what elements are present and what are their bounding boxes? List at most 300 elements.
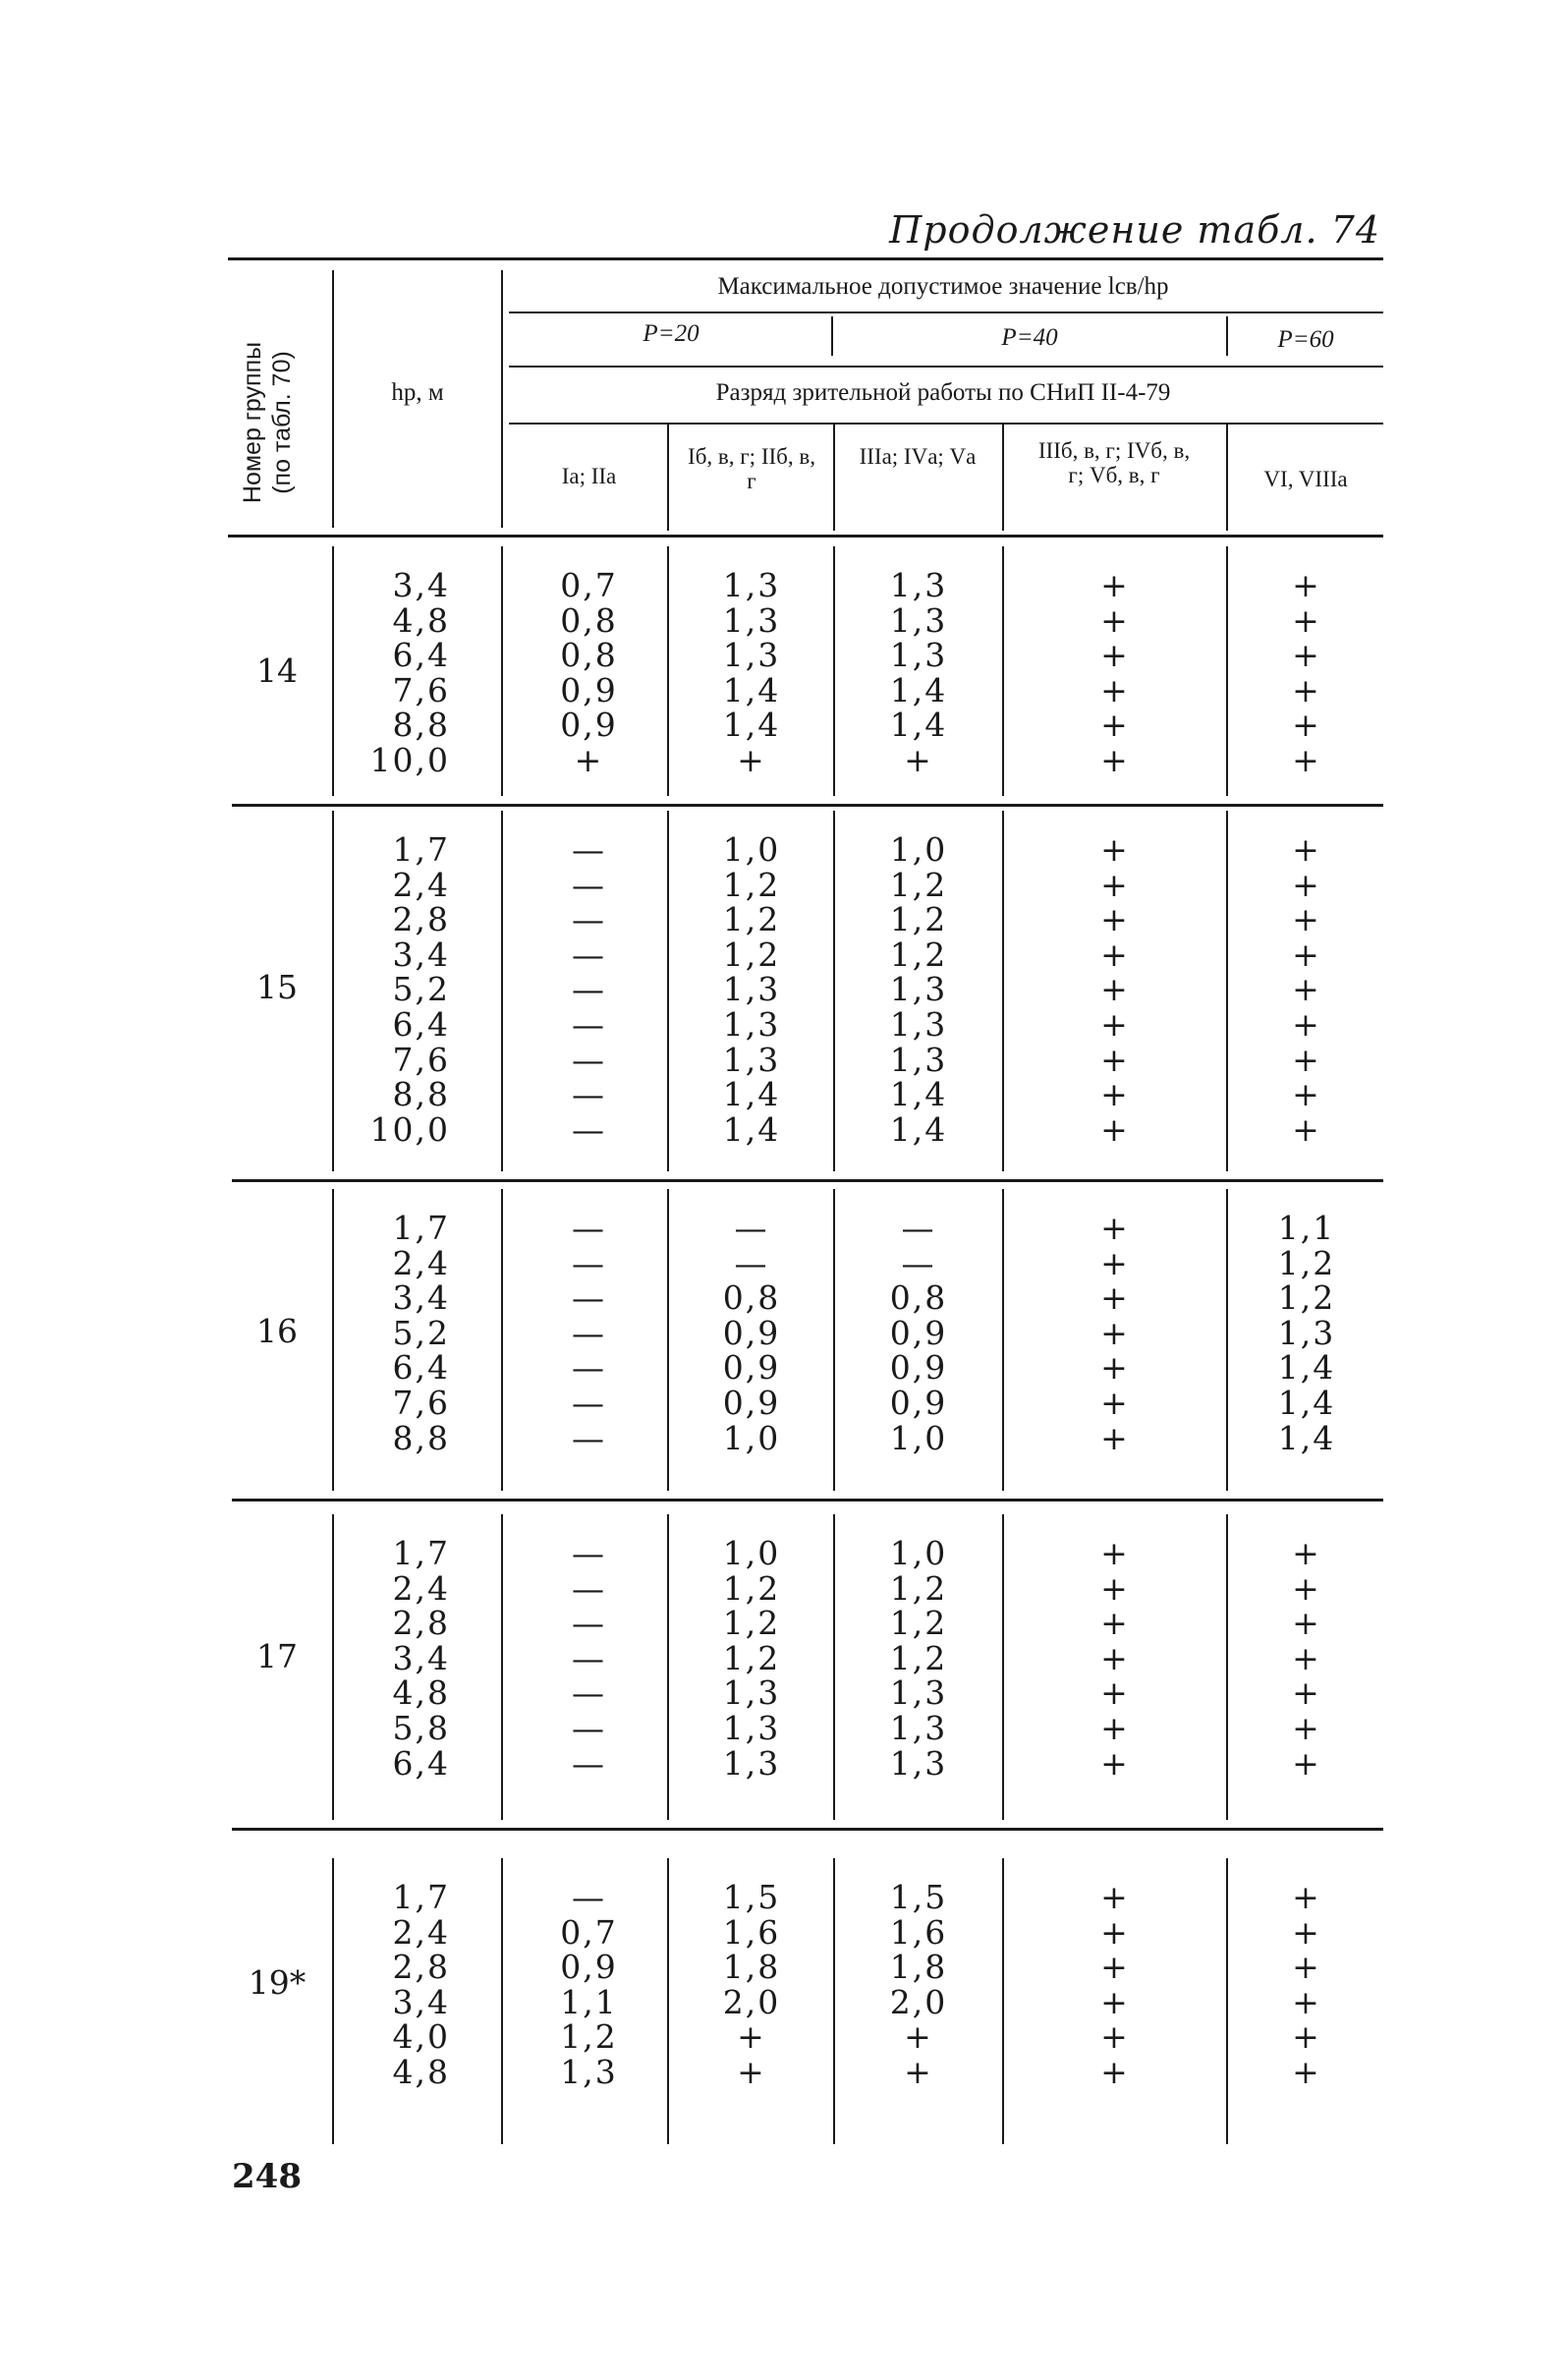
table-cell: — bbox=[734, 1243, 769, 1282]
table-cell: 2,8 bbox=[392, 900, 450, 939]
group-divider bbox=[332, 546, 334, 796]
table-cell: 0,8 bbox=[560, 636, 618, 675]
table-cell: 2,8 bbox=[392, 1948, 450, 1987]
table-cell: — bbox=[572, 865, 606, 904]
table-cell: + bbox=[1100, 1568, 1130, 1608]
group-divider bbox=[1226, 1189, 1228, 1491]
table-cell: 1,0 bbox=[889, 1418, 948, 1457]
table-cell: — bbox=[572, 1004, 606, 1044]
table-cell: 3,4 bbox=[392, 1638, 450, 1677]
table-cell: 1,4 bbox=[1277, 1348, 1336, 1388]
table-cell: — bbox=[572, 970, 606, 1009]
table-cell: 1,1 bbox=[560, 1982, 618, 2021]
group-divider bbox=[501, 811, 503, 1171]
subcol-header-4: IIIб, в, г; IVб, в, г; Vб, в, г bbox=[1037, 438, 1191, 487]
table-cell: 1,2 bbox=[722, 1638, 781, 1677]
table-cell: 3,4 bbox=[392, 1278, 450, 1318]
table-cell: + bbox=[1100, 1383, 1130, 1422]
p60-header: P=60 bbox=[1277, 326, 1334, 353]
p40-header: P=40 bbox=[1001, 324, 1058, 351]
table-cell: + bbox=[1292, 1568, 1321, 1608]
table-cell: — bbox=[572, 1534, 606, 1572]
table-cell: 8,8 bbox=[392, 1418, 450, 1457]
table-cell: 1,4 bbox=[722, 1075, 781, 1114]
column-c4 bbox=[1032, 832, 1199, 1147]
table-cell: + bbox=[1100, 935, 1130, 974]
table-cell: 1,5 bbox=[889, 1878, 948, 1916]
table-cell: — bbox=[572, 935, 606, 974]
table-cell: + bbox=[1100, 1313, 1130, 1352]
table-cell: + bbox=[1292, 1878, 1321, 1916]
table-cell: — bbox=[901, 1243, 936, 1282]
table-cell: + bbox=[1100, 1673, 1130, 1713]
table-cell: 1,3 bbox=[889, 1673, 948, 1713]
table-cell: 0,9 bbox=[560, 670, 618, 709]
group-divider bbox=[667, 1189, 669, 1491]
subcol-header-1: Iа; IIа bbox=[561, 464, 617, 488]
header-bottom-rule bbox=[228, 535, 1383, 538]
table-cell: — bbox=[572, 1313, 606, 1352]
table-cell: 1,2 bbox=[889, 865, 948, 904]
group-divider bbox=[833, 1858, 835, 2144]
table-cell: 2,8 bbox=[392, 1604, 450, 1643]
table-cell: 1,5 bbox=[722, 1878, 781, 1916]
table-cell: 5,2 bbox=[392, 970, 450, 1009]
column-c2 bbox=[678, 1211, 825, 1455]
group-number-header bbox=[238, 342, 297, 503]
table-cell: 1,3 bbox=[722, 970, 781, 1009]
table-cell: — bbox=[572, 1383, 606, 1422]
table-cell: 1,1 bbox=[1277, 1209, 1336, 1247]
table-cell: 7,6 bbox=[392, 1040, 450, 1079]
table-cell: 1,3 bbox=[889, 600, 948, 640]
table-cell: — bbox=[572, 1878, 606, 1916]
table-cell: 1,4 bbox=[722, 670, 781, 709]
table-cell: + bbox=[737, 2052, 766, 2091]
table-cell: — bbox=[572, 1568, 606, 1608]
table-cell: + bbox=[1292, 970, 1321, 1009]
table-cell: — bbox=[572, 1109, 606, 1149]
table-cell: 7,6 bbox=[392, 1383, 450, 1422]
table-cell: 1,2 bbox=[722, 1604, 781, 1643]
table-cell: — bbox=[572, 1708, 606, 1747]
group-divider bbox=[833, 546, 835, 796]
table-cell: 6,4 bbox=[392, 636, 450, 675]
column-c1 bbox=[511, 1880, 667, 2090]
table-cell: 2,4 bbox=[392, 1568, 450, 1608]
table-cell: 1,0 bbox=[722, 1418, 781, 1457]
group-divider bbox=[332, 1189, 334, 1491]
table-cell: 1,4 bbox=[889, 1109, 948, 1149]
group-divider bbox=[667, 811, 669, 1171]
table-cell: 0,7 bbox=[560, 1912, 618, 1952]
group-number: 19* bbox=[248, 1962, 307, 2002]
table-cell: + bbox=[1100, 566, 1130, 604]
table-cell: + bbox=[1100, 1638, 1130, 1677]
group-divider bbox=[1002, 1189, 1004, 1491]
table-cell: 1,4 bbox=[1277, 1418, 1336, 1457]
table-cell: 1,3 bbox=[889, 970, 948, 1009]
header-divider-sub3 bbox=[1002, 425, 1004, 531]
table-cell: + bbox=[1292, 900, 1321, 939]
table-cell: + bbox=[1292, 600, 1321, 640]
column-hp bbox=[340, 568, 450, 778]
table-cell: 1,2 bbox=[889, 1638, 948, 1677]
table-cell: + bbox=[1100, 706, 1130, 745]
table-cell: 1,4 bbox=[889, 706, 948, 745]
table-cell: + bbox=[1100, 1912, 1130, 1952]
table-cell: 3,4 bbox=[392, 935, 450, 974]
table-cell: 10,0 bbox=[369, 1109, 450, 1149]
column-hp bbox=[340, 832, 450, 1147]
table-cell: + bbox=[1292, 1708, 1321, 1747]
table-cell: + bbox=[1100, 1109, 1130, 1149]
table-cell: — bbox=[572, 1278, 606, 1318]
group-divider bbox=[1226, 546, 1228, 796]
column-c3 bbox=[845, 1536, 992, 1781]
column-c4 bbox=[1032, 568, 1199, 778]
table-cell: + bbox=[1292, 1638, 1321, 1677]
hp-header: hр, м bbox=[391, 379, 444, 406]
table-cell: + bbox=[1100, 2017, 1130, 2057]
table-cell: 1,3 bbox=[560, 2052, 618, 2091]
table-cell: + bbox=[1100, 970, 1130, 1009]
column-c5 bbox=[1238, 832, 1375, 1147]
page-title: Продолжение табл. 74 bbox=[889, 208, 1380, 252]
subcol-header-3: IIIа; IVа; Vа bbox=[859, 444, 977, 469]
table-cell: 5,2 bbox=[392, 1313, 450, 1352]
column-hp bbox=[340, 1536, 450, 1781]
table-cell: + bbox=[1292, 830, 1321, 869]
table-cell: + bbox=[1292, 1743, 1321, 1783]
column-c1 bbox=[511, 568, 667, 778]
table-cell: — bbox=[572, 1243, 606, 1282]
column-hp bbox=[340, 1880, 450, 2090]
table-cell: + bbox=[904, 740, 933, 779]
table-cell: 1,2 bbox=[722, 935, 781, 974]
table-cell: 1,7 bbox=[392, 1878, 450, 1916]
table-cell: + bbox=[1100, 1534, 1130, 1572]
table-cell: + bbox=[1292, 1534, 1321, 1572]
table-cell: + bbox=[1292, 865, 1321, 904]
table-cell: 0,9 bbox=[560, 1948, 618, 1987]
column-c3 bbox=[845, 568, 992, 778]
table-cell: 0,9 bbox=[722, 1313, 781, 1352]
table-cell: 8,8 bbox=[392, 1075, 450, 1114]
table-cell: 1,4 bbox=[889, 1075, 948, 1114]
column-c3 bbox=[845, 1880, 992, 2090]
table-cell: 1,7 bbox=[392, 830, 450, 869]
group-divider bbox=[501, 1858, 503, 2144]
group-divider bbox=[1002, 546, 1004, 796]
table-cell: — bbox=[572, 1418, 606, 1457]
group-divider bbox=[833, 1514, 835, 1820]
table-cell: — bbox=[572, 1040, 606, 1079]
table-cell: 1,3 bbox=[889, 636, 948, 675]
table-cell: — bbox=[572, 1604, 606, 1643]
table-cell: + bbox=[1292, 636, 1321, 675]
group-divider bbox=[501, 1514, 503, 1820]
group-divider bbox=[833, 811, 835, 1171]
table-cell: 0,9 bbox=[722, 1348, 781, 1388]
table-cell: 0,8 bbox=[560, 600, 618, 640]
table-cell: + bbox=[1100, 1209, 1130, 1247]
column-c4 bbox=[1032, 1536, 1199, 1781]
table-cell: + bbox=[1292, 1604, 1321, 1643]
group-separator bbox=[232, 1499, 1383, 1502]
table-cell: + bbox=[1100, 1243, 1130, 1282]
column-c1 bbox=[511, 1536, 667, 1781]
table-cell: 1,2 bbox=[722, 1568, 781, 1608]
table-cell: 1,3 bbox=[722, 600, 781, 640]
group-number: 16 bbox=[256, 1311, 298, 1350]
table-cell: 1,3 bbox=[889, 1004, 948, 1044]
group-separator bbox=[232, 1828, 1383, 1831]
table-cell: 7,6 bbox=[392, 670, 450, 709]
group-divider bbox=[833, 1189, 835, 1491]
group-number: 15 bbox=[256, 968, 298, 1007]
table-cell: + bbox=[1100, 1348, 1130, 1388]
table-cell: 1,2 bbox=[1277, 1278, 1336, 1318]
table-cell: 4,0 bbox=[392, 2017, 450, 2057]
table-cell: 4,8 bbox=[392, 600, 450, 640]
group-divider bbox=[667, 1514, 669, 1820]
p20-header: P=20 bbox=[643, 320, 700, 347]
table-cell: 1,4 bbox=[722, 1109, 781, 1149]
table-cell: — bbox=[572, 830, 606, 869]
table-cell: — bbox=[572, 1209, 606, 1247]
table-cell: 1,2 bbox=[560, 2017, 618, 2057]
table-cell: + bbox=[1100, 1075, 1130, 1114]
table-cell: + bbox=[1100, 1708, 1130, 1747]
table-cell: 3,4 bbox=[392, 1982, 450, 2021]
table-cell: 2,0 bbox=[889, 1982, 948, 2021]
table-cell: 0,9 bbox=[889, 1313, 948, 1352]
group-divider bbox=[1002, 1858, 1004, 2144]
table-cell: 1,4 bbox=[722, 706, 781, 745]
table-cell: + bbox=[1292, 706, 1321, 745]
table-cell: — bbox=[572, 900, 606, 939]
table-cell: — bbox=[572, 1348, 606, 1388]
table-cell: 1,4 bbox=[1277, 1383, 1336, 1422]
table-cell: + bbox=[1292, 2017, 1321, 2057]
table-cell: 1,3 bbox=[889, 566, 948, 604]
header-divider-sub2 bbox=[833, 425, 835, 531]
table-cell: 1,2 bbox=[722, 900, 781, 939]
table-cell: + bbox=[1292, 1673, 1321, 1713]
table-cell: + bbox=[904, 2017, 933, 2057]
table-cell: + bbox=[1100, 900, 1130, 939]
table-cell: 1,3 bbox=[889, 1040, 948, 1079]
table-cell: + bbox=[1100, 740, 1130, 779]
group-divider bbox=[667, 1858, 669, 2144]
table-cell: 2,4 bbox=[392, 1912, 450, 1952]
group-divider bbox=[501, 546, 503, 796]
table-cell: 1,3 bbox=[1277, 1313, 1336, 1352]
header-rule-p bbox=[509, 312, 1383, 313]
table-cell: 1,2 bbox=[889, 900, 948, 939]
table-cell: + bbox=[1100, 1040, 1130, 1079]
table-cell: + bbox=[1100, 600, 1130, 640]
table-cell: 1,0 bbox=[722, 1534, 781, 1572]
table-cell: 1,6 bbox=[722, 1912, 781, 1952]
table-cell: 1,2 bbox=[889, 1568, 948, 1608]
group-divider bbox=[1226, 1858, 1228, 2144]
table-cell: — bbox=[901, 1209, 936, 1247]
table-cell: 3,4 bbox=[392, 566, 450, 604]
table-cell: + bbox=[1100, 1743, 1130, 1783]
table-cell: — bbox=[572, 1638, 606, 1677]
table-cell: 8,8 bbox=[392, 706, 450, 745]
group-divider bbox=[1002, 1514, 1004, 1820]
table-cell: + bbox=[1292, 1075, 1321, 1114]
table-cell: 1,0 bbox=[889, 830, 948, 869]
table-cell: 4,8 bbox=[392, 1673, 450, 1713]
column-c5 bbox=[1238, 1536, 1375, 1781]
table-cell: 1,0 bbox=[889, 1534, 948, 1572]
table-cell: + bbox=[1100, 636, 1130, 675]
table-cell: + bbox=[1292, 566, 1321, 604]
column-c2 bbox=[678, 1536, 825, 1781]
table-cell: + bbox=[1100, 1948, 1130, 1987]
table-cell: 0,9 bbox=[889, 1348, 948, 1388]
table-cell: 1,4 bbox=[889, 670, 948, 709]
table-cell: 0,8 bbox=[722, 1278, 781, 1318]
table-cell: 1,2 bbox=[1277, 1243, 1336, 1282]
header-divider-sub1 bbox=[667, 425, 669, 531]
table-cell: 2,4 bbox=[392, 1243, 450, 1282]
column-c3 bbox=[845, 1211, 992, 1455]
group-divider bbox=[332, 1514, 334, 1820]
column-c5 bbox=[1238, 568, 1375, 778]
group-divider bbox=[667, 546, 669, 796]
group-divider bbox=[1002, 811, 1004, 1171]
table-cell: 1,2 bbox=[889, 935, 948, 974]
table-cell: 2,4 bbox=[392, 865, 450, 904]
group-separator bbox=[232, 1179, 1383, 1182]
column-c5 bbox=[1238, 1880, 1375, 2090]
group-separator bbox=[232, 804, 1383, 807]
column-c2 bbox=[678, 1880, 825, 2090]
table-cell: 1,7 bbox=[392, 1534, 450, 1572]
table-cell: + bbox=[1292, 935, 1321, 974]
table-cell: 1,2 bbox=[722, 865, 781, 904]
subcol-header-2: Iб, в, г; IIб, в, г bbox=[688, 444, 815, 493]
table-cell: + bbox=[1100, 1004, 1130, 1044]
table-cell: + bbox=[1292, 2052, 1321, 2091]
group-number: 17 bbox=[256, 1636, 298, 1675]
table-cell: + bbox=[574, 740, 604, 779]
table-cell: 1,0 bbox=[722, 830, 781, 869]
table-cell: 1,3 bbox=[889, 1708, 948, 1747]
table-cell: 1,3 bbox=[889, 1743, 948, 1783]
table-cell: + bbox=[1100, 2052, 1130, 2091]
table-cell: 0,9 bbox=[560, 706, 618, 745]
subcol-header-5: VI, VIIIа bbox=[1263, 467, 1348, 491]
column-c4 bbox=[1032, 1880, 1199, 2090]
table-cell: — bbox=[734, 1209, 769, 1247]
header-rule-razryad bbox=[509, 366, 1383, 368]
table-cell: — bbox=[572, 1743, 606, 1783]
table-cell: + bbox=[1100, 670, 1130, 709]
table-cell: + bbox=[1292, 740, 1321, 779]
header-rule-subcols bbox=[509, 423, 1383, 425]
column-c1 bbox=[511, 832, 667, 1147]
table-cell: 1,3 bbox=[722, 1673, 781, 1713]
table-cell: 5,8 bbox=[392, 1708, 450, 1747]
column-c2 bbox=[678, 832, 825, 1147]
table-cell: 6,4 bbox=[392, 1348, 450, 1388]
table-cell: 1,3 bbox=[722, 1708, 781, 1747]
table-cell: 1,2 bbox=[889, 1604, 948, 1643]
column-c3 bbox=[845, 832, 992, 1147]
table-cell: 2,0 bbox=[722, 1982, 781, 2021]
group-number-header-line2: (по табл. 70) bbox=[268, 351, 296, 494]
table-cell: + bbox=[1292, 1040, 1321, 1079]
header-divider-1 bbox=[332, 270, 334, 528]
table-cell: 0,9 bbox=[722, 1383, 781, 1422]
table-cell: 4,8 bbox=[392, 2052, 450, 2091]
table-cell: 6,4 bbox=[392, 1004, 450, 1044]
table-cell: 1,7 bbox=[392, 1209, 450, 1247]
table-cell: 1,3 bbox=[722, 1743, 781, 1783]
group-divider bbox=[332, 811, 334, 1171]
table-cell: + bbox=[1100, 1278, 1130, 1318]
table-cell: 1,6 bbox=[889, 1912, 948, 1952]
table-cell: 1,3 bbox=[722, 636, 781, 675]
table-cell: 0,8 bbox=[889, 1278, 948, 1318]
table-cell: + bbox=[1100, 865, 1130, 904]
table-cell: + bbox=[1100, 1878, 1130, 1916]
group-divider bbox=[1226, 1514, 1228, 1820]
table-cell: + bbox=[1100, 1418, 1130, 1457]
group-number-header-line1: Номер группы bbox=[239, 341, 266, 504]
table-cell: 1,3 bbox=[722, 1004, 781, 1044]
max-value-header: Максимальное допустимое значение lсв/hр bbox=[717, 273, 1169, 300]
table-top-rule bbox=[228, 257, 1383, 260]
table-cell: 1,3 bbox=[722, 1040, 781, 1079]
table-cell: + bbox=[1100, 1982, 1130, 2021]
table-cell: + bbox=[1292, 1109, 1321, 1149]
table-cell: + bbox=[1100, 830, 1130, 869]
table-cell: + bbox=[1292, 1004, 1321, 1044]
table-cell: 1,8 bbox=[889, 1948, 948, 1987]
table-cell: + bbox=[1100, 1604, 1130, 1643]
table-cell: 0,7 bbox=[560, 566, 618, 604]
table-cell: — bbox=[572, 1075, 606, 1114]
column-c1 bbox=[511, 1211, 667, 1455]
table-cell: 6,4 bbox=[392, 1743, 450, 1783]
razryad-header: Разряд зрительной работы по СНиП II-4-79 bbox=[715, 379, 1171, 406]
table-cell: + bbox=[904, 2052, 933, 2091]
page-number: 248 bbox=[232, 2157, 302, 2196]
column-c2 bbox=[678, 568, 825, 778]
group-divider bbox=[501, 1189, 503, 1491]
column-hp bbox=[340, 1211, 450, 1455]
group-divider bbox=[1226, 811, 1228, 1171]
table-cell: 1,8 bbox=[722, 1948, 781, 1987]
header-divider-2 bbox=[501, 270, 503, 528]
table-cell: + bbox=[1292, 670, 1321, 709]
table-cell: + bbox=[737, 740, 766, 779]
column-c5 bbox=[1238, 1211, 1375, 1455]
group-number: 14 bbox=[256, 651, 298, 690]
table-cell: 0,9 bbox=[889, 1383, 948, 1422]
table-cell: + bbox=[1292, 1912, 1321, 1952]
column-c4 bbox=[1032, 1211, 1199, 1455]
table-cell: 10,0 bbox=[369, 740, 450, 779]
table-cell: 1,3 bbox=[722, 566, 781, 604]
